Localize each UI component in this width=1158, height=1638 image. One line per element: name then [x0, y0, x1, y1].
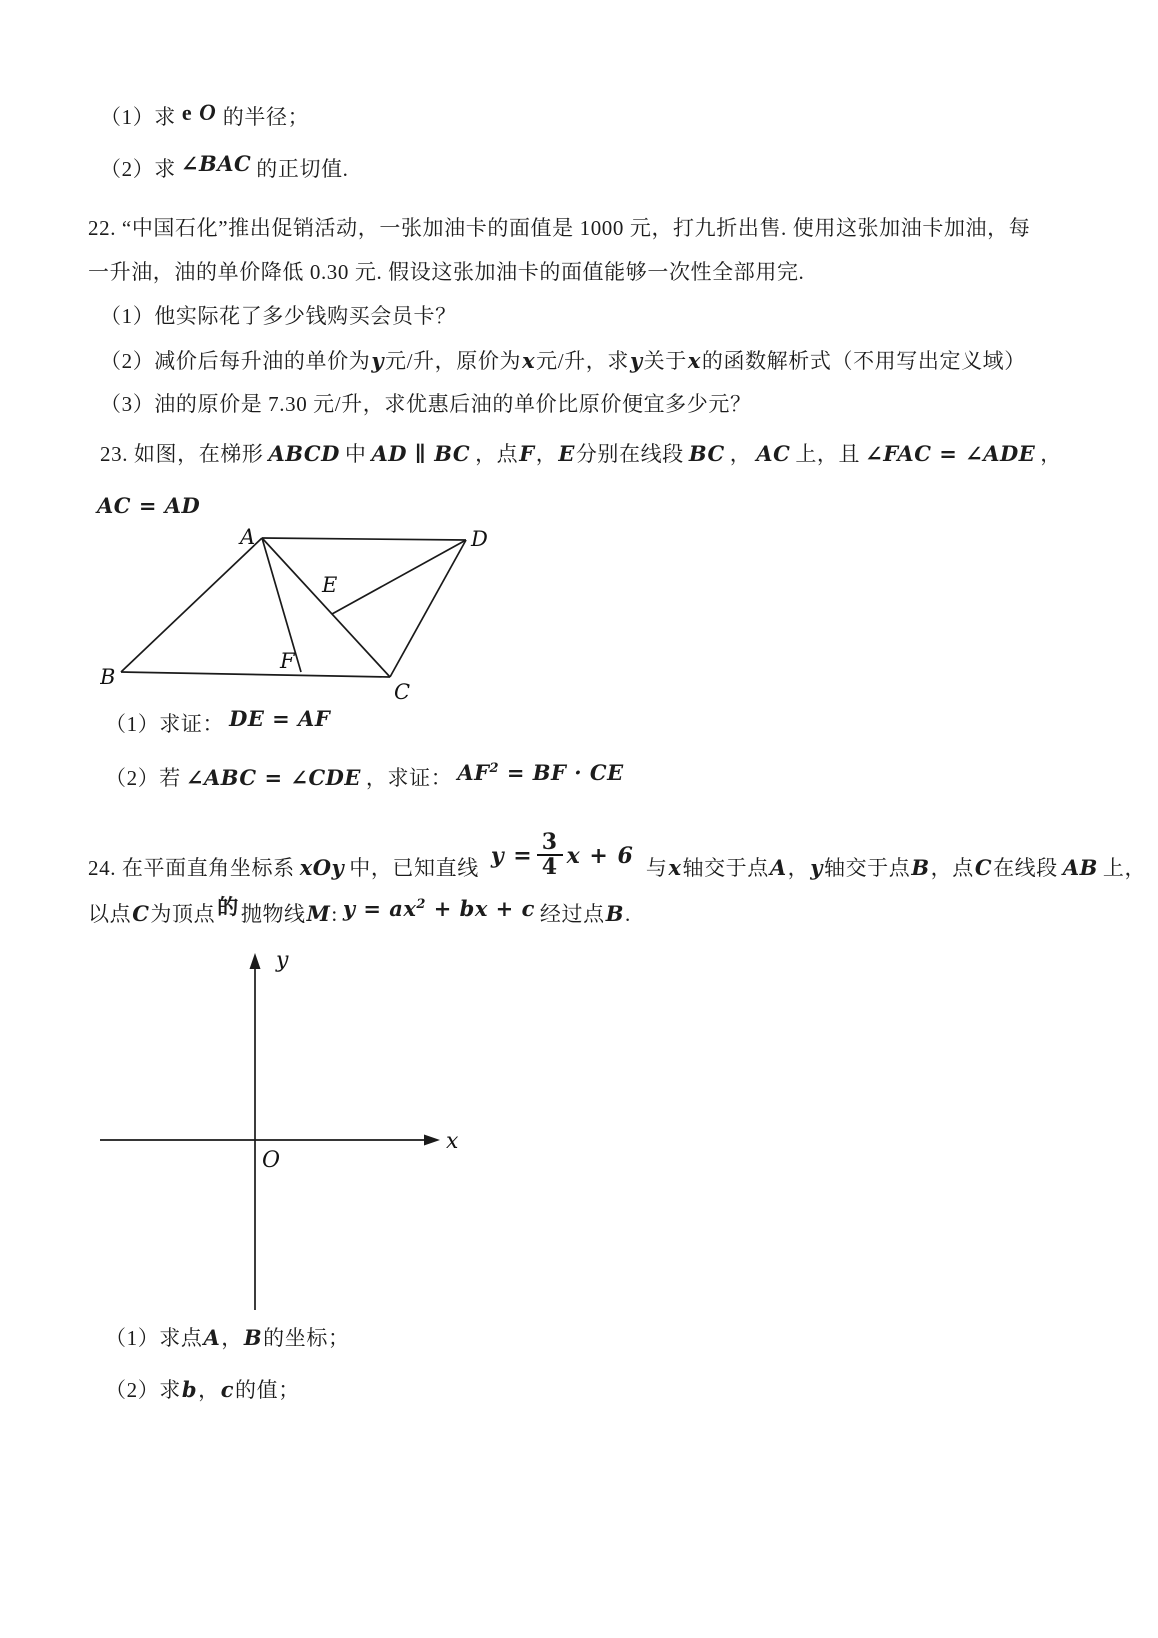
q24-s4: 轴交于点: [682, 856, 769, 881]
var-y2: y: [629, 348, 643, 373]
q22-part2-s2: 元/升，原价为: [385, 349, 522, 373]
math-angle-abc-cde: ∠ABC = ∠CDE: [185, 765, 361, 790]
q23-part2-s2: ，求证：: [365, 766, 453, 790]
q24-l2-colon: :: [331, 902, 338, 926]
eq-lhs: y =: [490, 843, 533, 870]
q23-s6: ，: [1040, 442, 1062, 466]
angle-bac-expression: ∠BAC: [180, 151, 252, 176]
vertex-label-b: B: [100, 665, 117, 689]
math-angle-fac-ade: ∠FAC = ∠ADE: [865, 441, 1036, 466]
q21-part2: [100, 153, 349, 186]
q24-c2: ，点: [930, 856, 974, 881]
q24-s7: 上，: [1102, 856, 1147, 881]
line-equation: [490, 829, 634, 881]
coordinate-axes-figure: [100, 945, 480, 1320]
q23-s3: ，点: [475, 442, 519, 466]
math-abcd: ABCD: [268, 441, 340, 466]
origin-label: O: [262, 1148, 281, 1173]
q22-part2-s3: 元/升，求: [536, 349, 629, 373]
q24-l2-s5: .: [624, 902, 631, 926]
q24-s5: 轴交于点: [823, 856, 911, 881]
fraction-three-fourths: [537, 831, 563, 879]
q24-p1-a: A: [203, 1325, 221, 1350]
math-bf-ce: = BF · CE: [506, 760, 624, 785]
q22-part2-s1: （2）减价后每升油的单价为: [100, 349, 371, 373]
math-ad-parallel-bc: AD ∥ BC: [371, 441, 471, 466]
q23-part1: [105, 708, 335, 741]
parabola-equation: [343, 896, 535, 921]
q24-p2-b: b: [181, 1377, 198, 1402]
q24-intro: [88, 829, 1147, 893]
q24-p2-s3: 的值；: [235, 1378, 300, 1402]
q24-s2: 中，已知直线: [349, 856, 479, 881]
q23-intro: [100, 438, 1062, 471]
point-b: B: [911, 855, 930, 881]
q23-s1: 23. 如图，在梯形: [100, 442, 264, 466]
trapezoid-figure: [100, 518, 500, 706]
q23-c2: ，: [729, 442, 752, 466]
circle-symbol: e: [181, 100, 193, 125]
q24-l2-s1: 以点: [88, 902, 132, 926]
q24-l2-s3: 抛物线: [240, 902, 306, 926]
q24-c1: ，: [787, 856, 810, 881]
eq-rhs: x + 6: [566, 843, 634, 870]
q21-part1-suffix: 的半径；: [222, 105, 310, 129]
q22-part1: （1）他实际花了多少钱购买会员卡？: [100, 304, 457, 328]
circle-O-notation: [182, 100, 217, 125]
q22-line1: 22. “中国石化”推出促销活动，一张加油卡的面值是 1000 元，打九折出售. 使用这张加油卡加油，每: [88, 216, 1031, 240]
vertex-label-c: C: [394, 680, 411, 704]
q24-p1-s2: ，: [221, 1326, 243, 1350]
q24-p2-c: c: [220, 1377, 234, 1402]
q24-part2: [105, 1374, 300, 1407]
q24-s1: 24. 在平面直角坐标系: [88, 856, 295, 881]
q24-p1-b: B: [243, 1325, 263, 1350]
q23-s2: 中: [344, 442, 367, 466]
math-xoy: xOy: [299, 855, 345, 881]
q24-part1: [105, 1322, 350, 1355]
math-ac: AC: [756, 441, 791, 466]
edge-bc: [121, 672, 390, 677]
math-af-squared: [457, 760, 623, 785]
q24-line2: [88, 895, 631, 931]
q24-p2-s1: （2）求: [105, 1378, 181, 1402]
axis-var-y: y: [810, 855, 823, 881]
q23-c1: ，: [535, 442, 558, 466]
q23-ac-equals-ad: AC = AD: [97, 493, 201, 518]
q24-p2-s2: ，: [198, 1378, 220, 1402]
parabola-eq-part1: y = ax: [342, 896, 417, 921]
q24-p1-s3: 的坐标；: [263, 1326, 350, 1350]
edge-ab: [121, 538, 262, 672]
parabola-eq-part2: + bx + c: [433, 896, 535, 921]
fraction-denominator: 4: [537, 854, 563, 879]
q22-part2: [100, 345, 1026, 378]
point-label-f: F: [280, 649, 296, 673]
math-bc: BC: [688, 441, 725, 466]
q21-part1: [100, 100, 309, 135]
exponent-2: 2: [489, 761, 500, 776]
q21-part1-prefix: （1）求: [100, 105, 176, 129]
q22-part2-s5: 的函数解析式（不用写出定义域）: [701, 349, 1026, 373]
point-a: A: [769, 855, 787, 881]
edge-ad: [262, 538, 466, 540]
exponent-2b: 2: [416, 897, 426, 912]
math-af: AF: [457, 760, 490, 785]
fraction-numerator: 3: [541, 829, 558, 855]
math-de-equals-af: DE = AF: [229, 706, 331, 731]
q23-part2-s1: （2）若: [105, 766, 181, 790]
point-c: C: [974, 855, 993, 881]
axis-var-x: x: [668, 855, 682, 881]
q24-l2-s4: 经过点: [539, 902, 605, 926]
parabola-name-m: M: [306, 901, 331, 926]
circle-center-label: O: [199, 100, 217, 125]
var-y: y: [371, 348, 385, 373]
q24-s6: 在线段: [993, 856, 1058, 881]
y-axis-arrowhead: [250, 953, 261, 969]
q23-part2: [105, 762, 629, 795]
q23-s4: 分别在线段: [575, 442, 684, 466]
q24-l2-s2: 为顶点: [150, 902, 216, 926]
point-label-e: E: [322, 573, 338, 597]
x-axis-label: x: [446, 1129, 460, 1154]
raised-de-char: 的: [217, 895, 239, 919]
q21-part2-suffix: 的正切值.: [256, 157, 349, 181]
point-b-2: B: [605, 901, 624, 926]
var-x: x: [522, 348, 536, 373]
segment-ab: AB: [1062, 855, 1098, 881]
q21-part2-prefix: （2）求: [100, 157, 176, 181]
q23-part1-prefix: （1）求证：: [105, 712, 225, 736]
vertex-label-a: A: [240, 525, 256, 549]
x-axis-arrowhead: [424, 1135, 440, 1146]
var-x2: x: [687, 348, 701, 373]
q22-part3: （3）油的原价是 7.30 元/升，求优惠后油的单价比原价便宜多少元？: [100, 392, 752, 416]
q24-p1-s1: （1）求点: [105, 1326, 203, 1350]
q22-part2-s4: 关于: [643, 349, 687, 373]
point-c-2: C: [132, 901, 150, 926]
math-f: F: [519, 441, 535, 466]
y-axis-label: y: [276, 948, 290, 973]
q24-s3: 与: [645, 856, 668, 881]
math-e: E: [558, 441, 575, 466]
vertex-label-d: D: [471, 527, 489, 551]
q23-s5: 上，且: [795, 442, 861, 466]
q22-line2: 一升油，油的单价降低 0.30 元. 假设这张加油卡的面值能够一次性全部用完.: [88, 260, 805, 284]
